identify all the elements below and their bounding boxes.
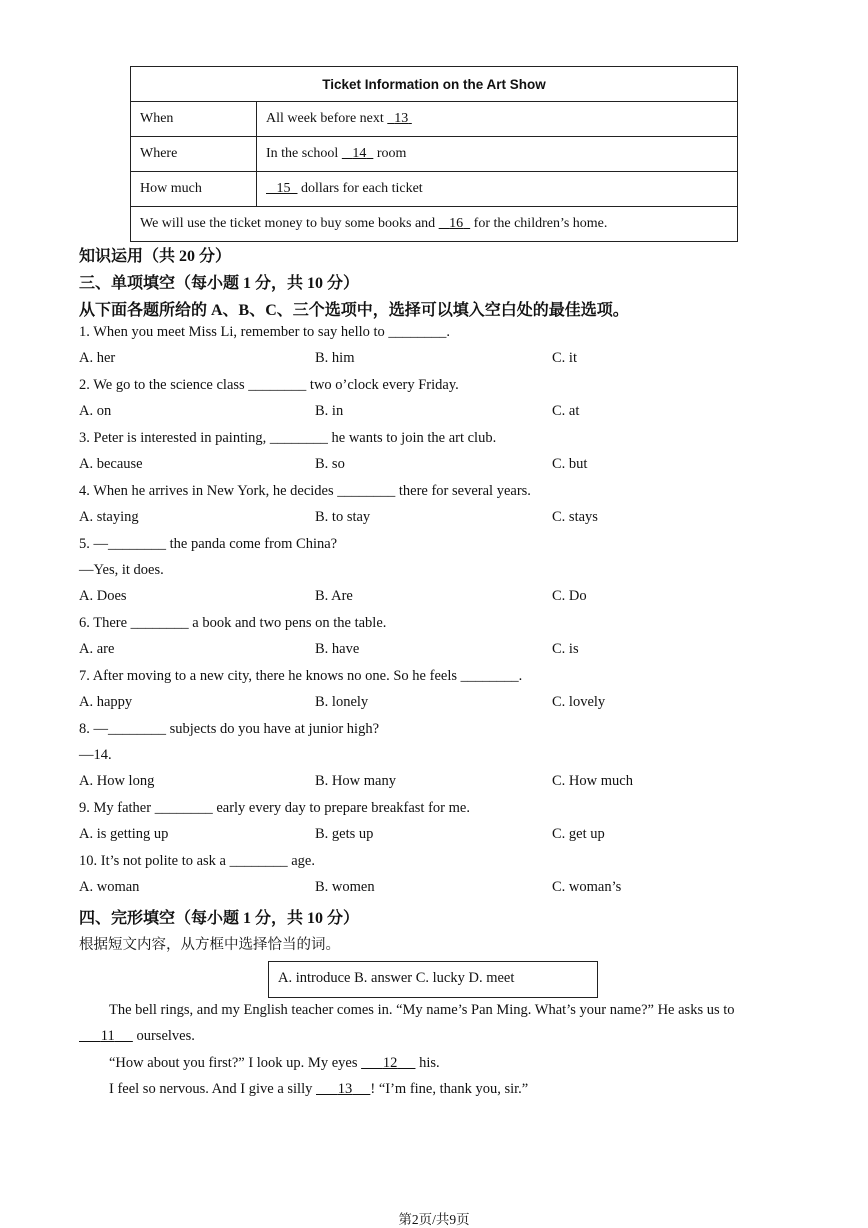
option-b: B. him — [315, 350, 355, 366]
section-header: 知识运用（共 20 分） — [79, 248, 232, 265]
option-a: A. are — [79, 641, 115, 657]
table-row — [131, 137, 738, 172]
blank-number: 14 — [352, 146, 367, 161]
passage-paragraph-3: I feel so nervous. And I give a silly 13 ! “I’m fine, thank you, sir.” — [109, 1081, 529, 1097]
table-row — [131, 207, 738, 242]
passage-paragraph-2: “How about you first?” I look up. My eyes 12 his. — [109, 1055, 440, 1071]
option-b: B. How many — [315, 773, 396, 789]
option-c: C. get up — [552, 826, 605, 842]
option-c: C. How much — [552, 773, 633, 789]
row-value: All week before next 13 — [257, 102, 738, 137]
part4-instruction: 根据短文内容，从方框中选择恰当的词。 — [79, 937, 340, 953]
page-footer: 第2页/共9页 — [398, 1212, 470, 1227]
passage-paragraph-1: The bell rings, and my English teacher comes in. “My name’s Pan Ming. What’s your name?” He asks us to — [109, 1002, 735, 1018]
part3-instruction: 从下面各题所给的 A、B、C、三个选项中，选择可以填入空白处的最佳选项。 — [79, 302, 629, 319]
question-stem: 9. My father ________ early every day to prepare breakfast for me. — [79, 800, 470, 816]
option-a: A. Does — [79, 588, 127, 604]
question-stem: 6. There ________ a book and two pens on the table. — [79, 615, 387, 631]
blank-number: 15 — [276, 181, 291, 196]
option-c: C. it — [552, 350, 577, 366]
option-a: A. on — [79, 403, 112, 419]
part3-title: 三、单项填空（每小题 1 分，共 10 分） — [79, 275, 360, 292]
blank-number: 16 — [449, 216, 464, 231]
passage-paragraph-1-cont: 11 ourselves. — [100, 1028, 195, 1044]
blank-number: 13 — [394, 111, 409, 126]
option-b: B. in — [315, 403, 344, 419]
option-c: C. woman’s — [552, 879, 622, 895]
question-stem: 10. It’s not polite to ask a ________ age. — [79, 853, 315, 869]
question-response: —14. — [79, 747, 112, 763]
question-stem: 4. When he arrives in New York, he decides ________ there for several years. — [79, 483, 531, 499]
question-stem: 1. When you meet Miss Li, remember to say hello to ________. — [79, 324, 451, 340]
option-c: C. Do — [552, 588, 587, 604]
question-stem: 7. After moving to a new city, there he knows no one. So he feels ________. — [79, 668, 523, 684]
option-a: A. woman — [79, 879, 140, 895]
option-a: A. happy — [79, 694, 133, 710]
part4-title: 四、完形填空（每小题 1 分，共 10 分） — [79, 910, 360, 927]
option-b: B. lonely — [315, 694, 369, 710]
table-row — [131, 172, 738, 207]
row-value: 15 dollars for each ticket — [257, 172, 738, 207]
option-c: C. lovely — [552, 694, 606, 710]
option-a: A. because — [79, 456, 143, 472]
option-b: B. Are — [315, 588, 353, 604]
row-value: In the school 14 room — [257, 137, 738, 172]
word-box: A. introduce B. answer C. lucky D. meet — [268, 961, 598, 998]
option-c: C. stays — [552, 509, 598, 525]
option-b: B. so — [315, 456, 345, 472]
row-value: We will use the ticket money to buy some books and 16 for the children’s home. — [131, 207, 738, 242]
blank-number: 11 — [100, 1028, 115, 1044]
question-stem: 8. —________ subjects do you have at junior high? — [79, 721, 380, 737]
option-b: B. have — [315, 641, 360, 657]
option-c: C. at — [552, 403, 580, 419]
option-a: A. How long — [79, 773, 155, 789]
option-b: B. women — [315, 879, 375, 895]
row-label: Where — [131, 137, 257, 172]
option-b: B. gets up — [315, 826, 374, 842]
table-row — [131, 102, 738, 137]
question-stem: 2. We go to the science class ________ two o’clock every Friday. — [79, 377, 459, 393]
ticket-info-table — [130, 66, 738, 242]
option-a: A. is getting up — [79, 826, 169, 842]
row-label: When — [131, 102, 257, 137]
row-label: How much — [131, 172, 257, 207]
blank-number: 13 — [337, 1081, 353, 1097]
blank-number: 12 — [382, 1055, 398, 1071]
question-stem: 3. Peter is interested in painting, ________ he wants to join the art club. — [79, 430, 497, 446]
option-a: A. her — [79, 350, 116, 366]
question-stem: 5. —________ the panda come from China? — [79, 536, 338, 552]
option-a: A. staying — [79, 509, 139, 525]
table-title: Ticket Information on the Art Show — [131, 67, 738, 102]
option-b: B. to stay — [315, 509, 371, 525]
question-response: —Yes, it does. — [79, 562, 164, 578]
option-c: C. is — [552, 641, 579, 657]
option-c: C. but — [552, 456, 588, 472]
